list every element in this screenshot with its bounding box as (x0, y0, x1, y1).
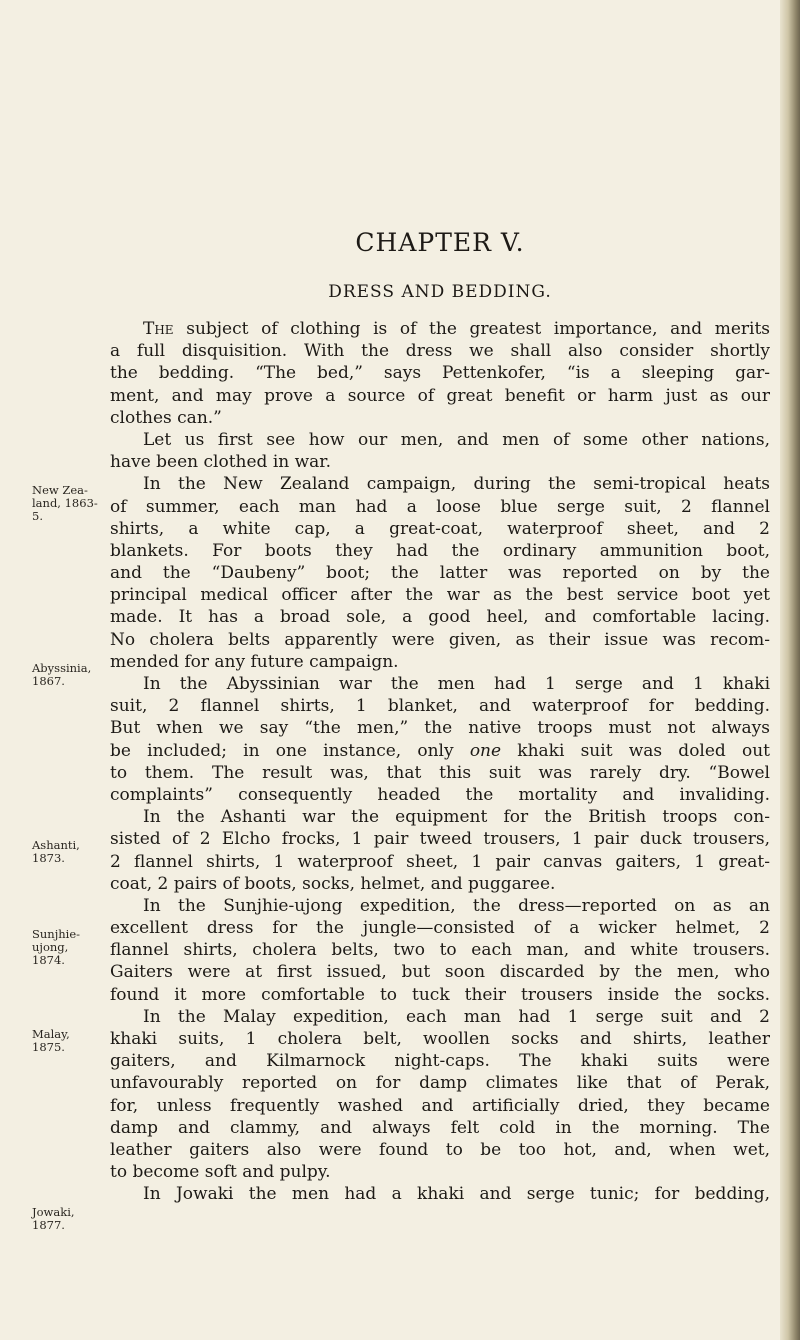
text-line: 2 flannel shirts, 1 waterproof sheet, 1 pair canvas gaiters, 1 great- (110, 851, 770, 872)
text-line: gaiters, and Kilmarnock night-caps. The khaki suits were (110, 1051, 770, 1072)
text-line: khaki suits, 1 cholera belt, woollen socks and shirts, leather (110, 1029, 770, 1049)
text-line: Let us first see how our men, and men of some other nations, (143, 429, 770, 450)
text-line: to them. The result was, that this suit was rarely dry. “Bowel (110, 762, 770, 783)
page-edge (780, 0, 800, 1340)
text-line: sisted of 2 Elcho frocks, 1 pair tweed trousers, 1 pair duck trousers, (110, 829, 770, 850)
text-line: clothes can.” (110, 407, 222, 428)
text-line: complaints” consequently headed the mortality and invaliding. (110, 784, 770, 805)
text-line: excellent dress for the jungle—consisted of a wicker helmet, 2 (110, 918, 770, 939)
text-line: be included; in one instance, only one khaki suit was doled out (110, 740, 771, 761)
margin-note-new-zealand: New Zea- land, 1863-5. (32, 483, 98, 523)
body-text (110, 318, 770, 1206)
text-line: leather gaiters also were found to be too hot, and, when wet, (110, 1139, 770, 1160)
text-line: In the Abyssinian war the men had 1 serge and 1 khaki (143, 674, 770, 694)
text-line: In Jowaki the men had a khaki and serge tunic; for bedding, (143, 1184, 770, 1205)
margin-note-abyssinia: Abyssinia, 1867. (32, 661, 92, 688)
text-line: have been clothed in war. (110, 452, 331, 473)
section-title: DRESS AND BEDDING. (328, 282, 552, 302)
text-line: In the Sunjhie-ujong expedition, the dress—reported on as an (143, 895, 770, 916)
margin-note-malay: Malay, 1875. (32, 1027, 70, 1054)
text-line: for, unless frequently washed and artificially dried, they became (110, 1095, 770, 1116)
text-line: found it more comfortable to tuck their trousers inside the socks. (110, 984, 770, 1005)
text-line: suit, 2 flannel shirts, 1 blanket, and waterproof for bedding. (110, 696, 770, 717)
text-line: flannel shirts, cholera belts, two to each man, and white trousers. (110, 940, 770, 961)
text-line: In the New Zealand campaign, during the semi-tropical heats (143, 474, 770, 495)
text-line: ment, and may prove a source of great benefit or harm just as our (110, 385, 770, 406)
text-line: the bedding. “The bed,” says Pettenkofer, “is a sleeping gar- (110, 363, 770, 384)
text-line: coat, 2 pairs of boots, socks, helmet, and puggaree. (110, 873, 556, 894)
margin-note-ashanti: Ashanti, 1873. (32, 838, 80, 865)
opening-word: The (143, 319, 174, 339)
text-line: But when we say “the men,” the native troops must not always (110, 718, 770, 739)
chapter-title: CHAPTER V. (355, 228, 525, 257)
text-line: damp and clammy, and always felt cold in the morning. The (110, 1117, 770, 1138)
text-line: shirts, a white cap, a great-coat, waterproof sheet, and 2 (110, 518, 770, 539)
text-line: In the Ashanti war the equipment for the British troops con- (143, 807, 770, 828)
text-line: The subject of clothing is of the greatest importance, and merits (143, 319, 771, 339)
margin-note-jowaki: Jowaki, 1877. (32, 1205, 75, 1232)
text-line: unfavourably reported on for damp climates like that of Perak, (110, 1073, 770, 1094)
text-line: made. It has a broad sole, a good heel, and comfortable lacing. (110, 607, 770, 628)
text-line: and the “Daubeny” boot; the latter was reported on by the (110, 563, 770, 584)
text-line: Gaiters were at first issued, but soon discarded by the men, who (110, 962, 770, 983)
text-line: mended for any future campaign. (110, 651, 399, 672)
text-line: to become soft and pulpy. (110, 1162, 331, 1183)
text-line: a full disquisition. With the dress we shall also consider shortly (110, 341, 770, 362)
text-line: principal medical officer after the war as the best service boot yet (110, 585, 770, 606)
text-line: In the Malay expedition, each man had 1 serge suit and 2 (143, 1006, 770, 1027)
margin-note-sunjhie-ujong: Sunjhie- ujong, 1874. (32, 927, 81, 967)
emphasis: one (469, 740, 502, 761)
text-line: No cholera belts apparently were given, as their issue was recom- (110, 629, 770, 650)
text-line: blankets. For boots they had the ordinary ammunition boot, (110, 540, 770, 561)
text-line: of summer, each man had a loose blue serge suit, 2 flannel (110, 496, 770, 517)
